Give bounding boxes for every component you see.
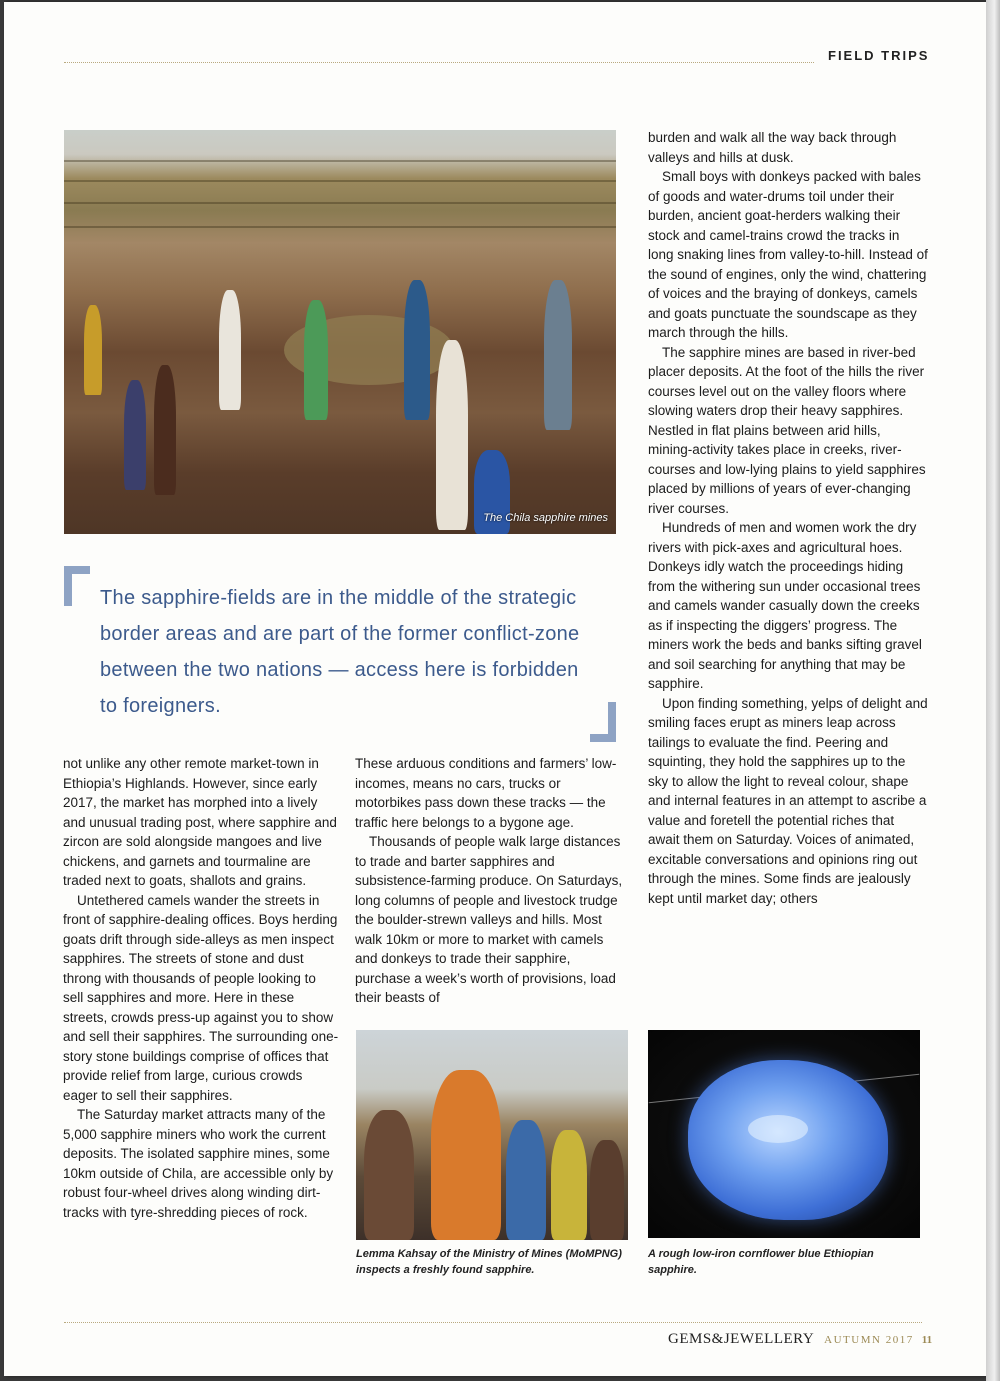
magazine-page — [4, 2, 990, 1376]
page-number: 11 — [921, 1334, 933, 1346]
inspection-photo — [356, 1030, 628, 1240]
footer-rule — [64, 1322, 922, 1323]
paragraph: Hundreds of men and women work the dry rivers with pick-axes and agricultural hoes. Donkeys idly watch the proceedings hiding from the withering sun under occasional trees and camels wander casually down the creeks as if inspecting the diggers’ progress. The miners work the beds and banks sifting gravel and soil searching for anything that may be sapphire. — [648, 520, 922, 691]
issue-label: AUTUMN 2017 — [824, 1334, 914, 1346]
paragraph: The Saturday market attracts many of the 5,000 sapphire miners who work the current deposits. The isolated sapphire mines, some 10km outside of Chila, are accessible only by robust four-wheel drives along winding dirt-tracks with tyre-shredding pieces of rock. — [63, 1107, 334, 1220]
paragraph: Untethered camels wander the streets in front of sapphire-dealing offices. Boys herding goats drift through side-alleys as men inspect sapphires. The streets of stone and dust throng with thousands of people looking to sell sapphires and more. Here in these streets, crowds press-up against you to show and sell their sapphires. The surrounding one-story stone buildings comprise of offices that provide relief from large, curious crowds eager to sell their sapphires. — [63, 892, 339, 1103]
paragraph: Thousands of people walk large distances to trade and barter sapphires and subsistence-farming produce. On Saturdays, long columns of people and livestock trudge the boulder-strewn valleys and hills. Most walk 10km or more to market with camels and donkeys to trade their sapphire, purchase a week’s worth of provisions, load their beasts of — [355, 834, 623, 1005]
paragraph: These arduous conditions and farmers’ low-incomes, means no cars, trucks or motorbikes pass down these tracks — the traffic here belongs to a bygone age. — [355, 756, 617, 830]
section-label: FIELD TRIPS — [828, 48, 930, 63]
page-footer — [668, 1330, 932, 1348]
column-right — [648, 128, 928, 908]
paragraph: Small boys with donkeys packed with bales of goods and water-drums toil under their burden, ancient goat-herders walking their stock and camel-trains crowd the tracks in long snaking lines from valley-to-hill. Instead of the sound of engines, only the wind, chattering of voices and the braying of donkeys, camels and goats punctuate the soundscape as they march through the hills. — [648, 169, 928, 340]
photo-caption: A rough low-iron cornflower blue Ethiopian sapphire. — [648, 1248, 874, 1276]
photo-caption: Lemma Kahsay of the Ministry of Mines (MoMPNG) inspects a freshly found sapphire. — [356, 1248, 622, 1276]
page-edge — [986, 0, 1000, 1381]
pullquote: The sapphire-fields are in the middle of the strategic border areas and are part of the former conflict-zone between the two nations — access here is forbidden to foreigners. — [100, 587, 580, 717]
paragraph: not unlike any other remote market-town in Ethiopia’s Highlands. However, since early 2017, the market has morphed into a lively and unusual trading post, where sapphire and zircon are sold alongside mangoes and live chickens, and garnets and tourmaline are traded next to goats, shallots and grains. — [63, 756, 337, 888]
sapphire-gem — [688, 1060, 888, 1220]
paragraph: burden and walk all the way back through valleys and hills at dusk. — [648, 130, 897, 165]
sapphire-photo — [648, 1030, 920, 1238]
column-middle — [355, 754, 627, 1008]
paragraph: The sapphire mines are based in river-bed placer deposits. At the foot of the hills the river courses level out on the valley floors where slowing waters drop their heavy sapphires. Nestled in flat plains between arid hills, mining-activity takes place in creeks, river-courses and low-lying plains to yield sapphires placed by millions of years of ever-changing river courses. — [648, 344, 926, 516]
paragraph: Upon finding something, yelps of delight and smiling faces erupt as miners leap across tailings to evaluate the find. Peering and squinting, they hold the sapphires up to the sky to allow the light to reveal colour, shape and internal features in an attempt to ascribe a value and foretell the potential riches that await them on Saturday. Voices of animated, excitable conversations and opinions ring out through the mines. Some finds are jealously kept until market day; others — [648, 695, 928, 906]
magazine-brand: GEMS&JEWELLERY — [668, 1331, 815, 1347]
quote-bracket-close-icon — [590, 702, 616, 742]
mine-photo — [64, 130, 616, 534]
column-left — [63, 754, 339, 1222]
photo-caption-overlay: The Chila sapphire mines — [483, 512, 608, 524]
quote-bracket-open-icon — [64, 566, 90, 606]
header-rule — [64, 62, 814, 63]
